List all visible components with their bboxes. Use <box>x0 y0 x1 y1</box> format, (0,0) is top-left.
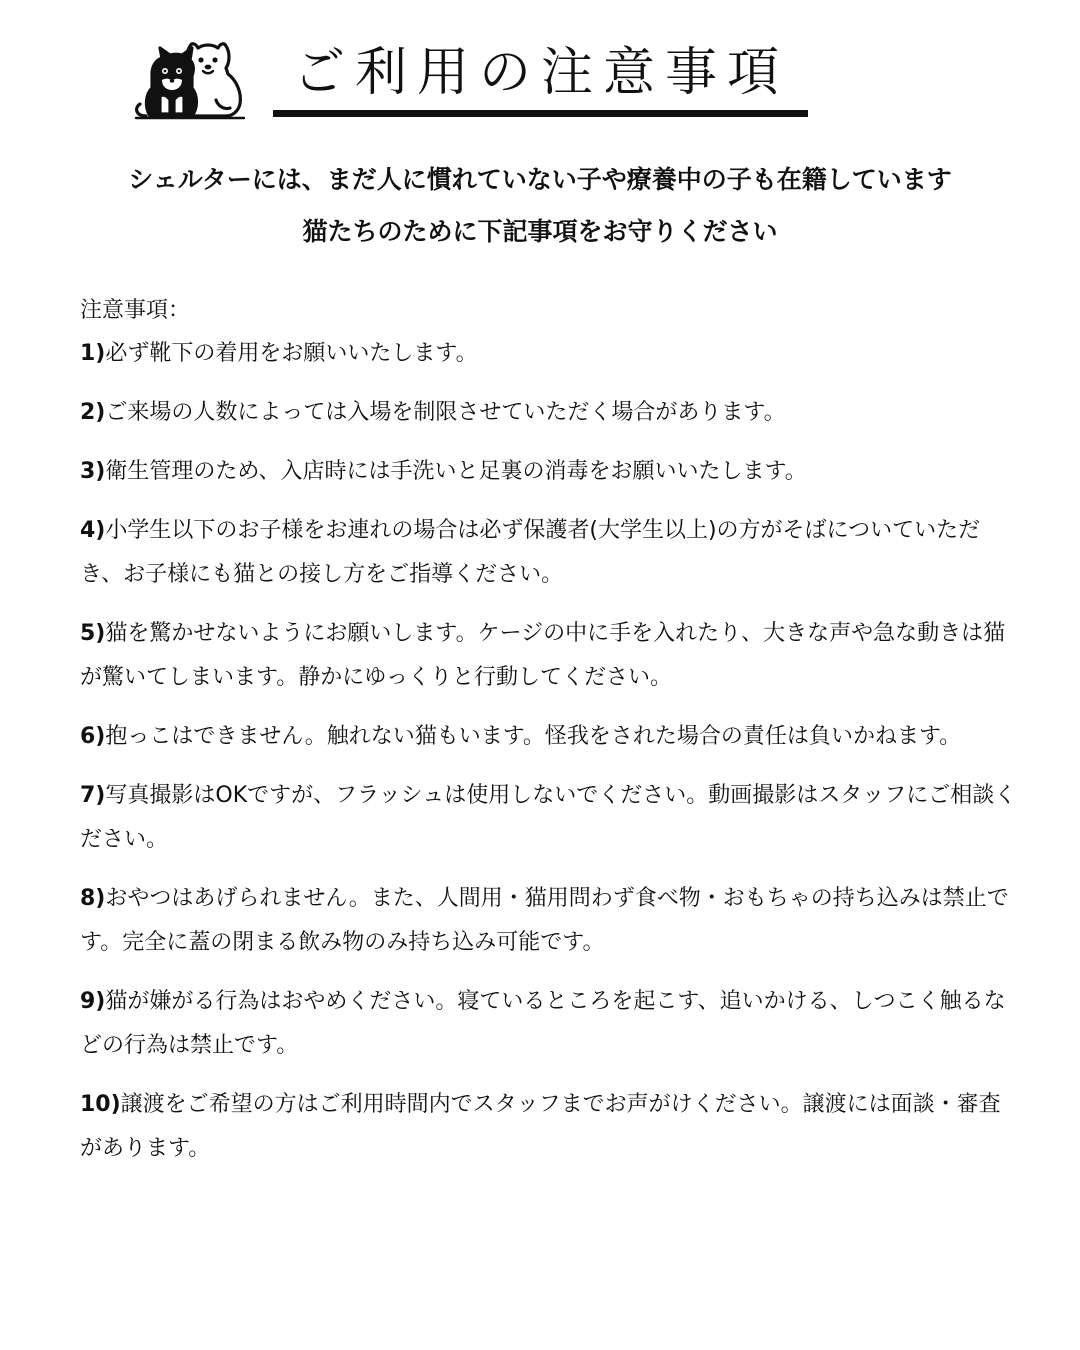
note-number: 8) <box>80 886 106 911</box>
note-number: 10) <box>80 1092 121 1117</box>
note-item <box>80 715 1020 759</box>
note-item <box>80 877 1020 965</box>
note-item <box>80 509 1020 597</box>
note-text: 写真撮影はOKですが、フラッシュは使用しないでください。動画撮影はスタッフにご相談ください。 <box>80 783 1017 852</box>
note-number: 2) <box>80 400 106 425</box>
notes-heading: 注意事項： <box>80 298 191 323</box>
page-title: ご利用の注意事項 <box>292 43 789 103</box>
note-item <box>80 980 1020 1068</box>
note-number: 3) <box>80 459 106 484</box>
note-text: 譲渡をご希望の方はご利用時間内でスタッフまでお声がけください。譲渡には面談・審査があります。 <box>80 1092 1001 1161</box>
note-text: 抱っこはできません。触れない猫もいます。怪我をされた場合の責任は負いかねます。 <box>105 724 962 749</box>
note-number: 6) <box>80 724 106 749</box>
note-text: 必ず靴下の着用をお願いいたします。 <box>105 341 478 366</box>
intro <box>40 158 1040 262</box>
note-number: 4) <box>80 518 106 543</box>
note-text: ご来場の人数によっては入場を制限させていただく場合があります。 <box>105 400 786 425</box>
note-item <box>80 1083 1020 1171</box>
notes-section <box>80 290 1020 1186</box>
note-number: 1) <box>80 341 106 366</box>
note-item <box>80 612 1020 700</box>
title-underline <box>273 110 808 117</box>
note-item <box>80 391 1020 435</box>
note-text: おやつはあげられません。また、人間用・猫用問わず食べ物・おもちゃの持ち込みは禁止です。完全に蓋の閉まる飲み物のみ持ち込み可能です。 <box>80 886 1009 955</box>
note-number: 5) <box>80 621 106 646</box>
note-text: 猫が嫌がる行為はおやめください。寝ているところを起こす、追いかける、しつこく触るなどの行為は禁止です。 <box>80 989 1006 1058</box>
cat-and-dog-icon <box>132 38 248 120</box>
intro-line: シェルターには、まだ人に慣れていない子や療養中の子も在籍しています <box>128 165 952 194</box>
note-text: 衛生管理のため、入店時には手洗いと足裏の消毒をお願いいたします。 <box>105 459 807 484</box>
note-item <box>80 450 1020 494</box>
note-item <box>80 332 1020 376</box>
note-text: 小学生以下のお子様をお連れの場合は必ず保護者(大学生以上)の方がそばについていただき、お子様にも猫との接し方をご指導ください。 <box>80 518 981 587</box>
header <box>0 0 1080 130</box>
note-number: 7) <box>80 783 106 808</box>
intro-line: 猫たちのために下記事項をお守りください <box>302 217 778 246</box>
note-item <box>80 774 1020 862</box>
note-text: 猫を驚かせないようにお願いします。ケージの中に手を入れたり、大きな声や急な動きは猫が驚いてしまいます。静かにゆっくりと行動してください。 <box>80 621 1006 690</box>
note-number: 9) <box>80 989 106 1014</box>
